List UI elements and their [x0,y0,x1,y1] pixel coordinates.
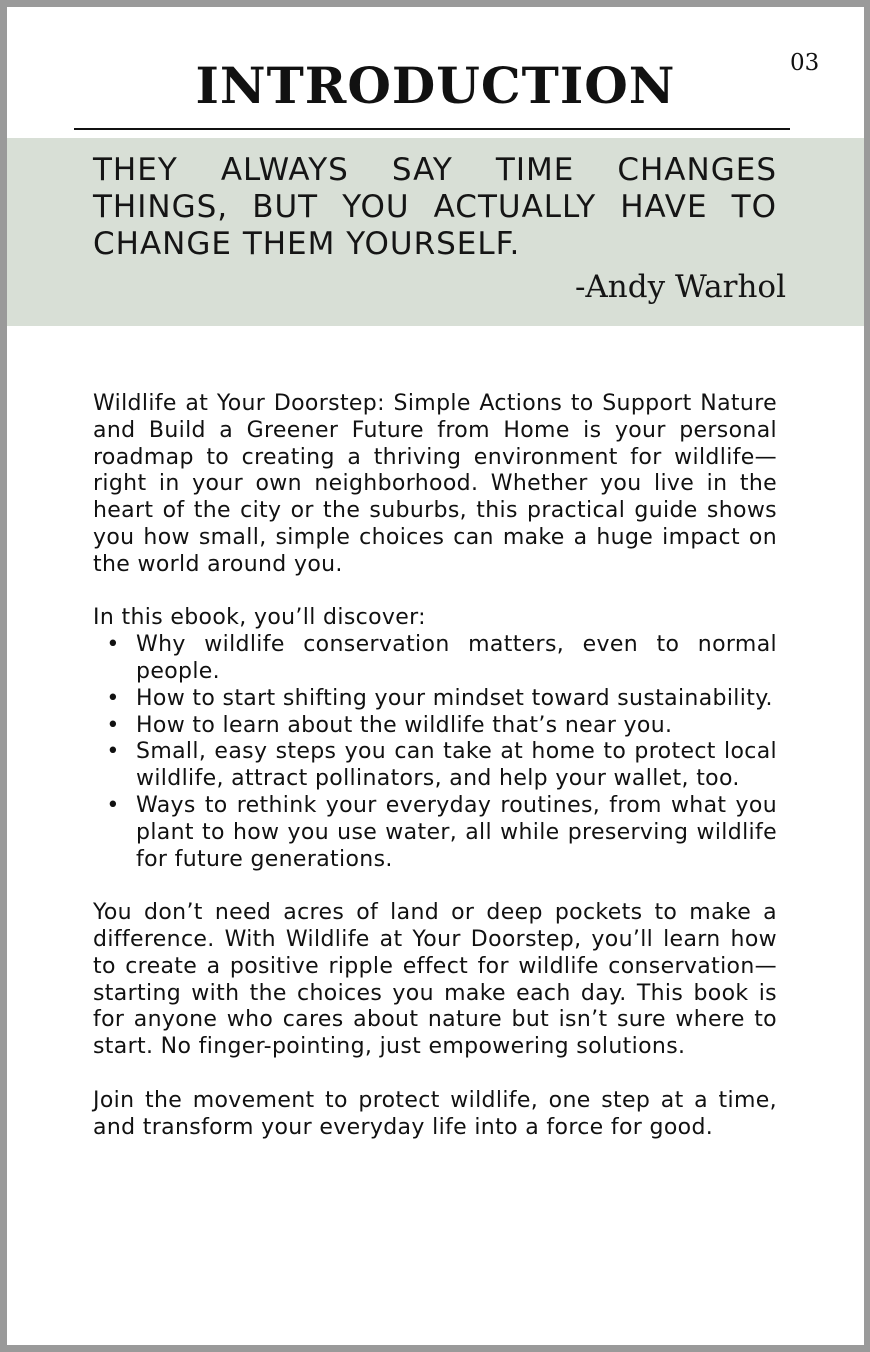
body-content [93,391,777,1141]
list-item-text: How to learn about the wildlife that’s near you. [136,712,673,738]
bullet-icon: • [106,792,120,818]
list-item-text: Why wildlife conservation matters, even to normal people. [136,632,777,684]
list-intro: In this ebook, you’ll discover: [93,605,426,631]
bullet-icon: • [106,739,120,765]
bullet-icon: • [106,712,120,738]
paragraph-spacer [93,873,777,900]
list-item [93,793,777,873]
list-item-text: Ways to rethink your everyday routines, from what you plant to how you use water, all while preserving wildlife for future generations. [136,792,777,872]
quote-text: THEY ALWAYS SAY TIME CHANGES THINGS, BUT YOU ACTUALLY HAVE TO CHANGE THEM YOURSELF. [93,152,777,262]
list-item [93,686,777,713]
paragraph-spacer [93,1061,777,1088]
discover-list [93,632,777,873]
list-item [93,739,777,793]
paragraph-spacer [93,579,777,606]
title-divider [74,128,790,130]
page-number: 03 [790,50,820,76]
list-item-text: Small, easy steps you can take at home to protect local wildlife, attract pollinators, and help your wallet, too. [136,739,777,792]
list-item-text: How to start shifting your mindset toward sustainability. [136,685,773,711]
quote-band [7,138,864,326]
quote-author: -Andy Warhol [574,269,786,305]
document-page [7,7,864,1345]
body-paragraph-2: You don’t need acres of land or deep pockets to make a difference. With Wildlife at Your Doorstep, you’ll learn how to create a positive ripple effect for wildlife conservation—starting with the choices you make each day. This book is for anyone who cares about nature but isn’t sure where to start. No finger-pointing, just empowering solutions. [93,900,777,1060]
page-title: INTRODUCTION [195,56,676,115]
bullet-icon: • [106,685,120,711]
bullet-icon: • [106,632,120,658]
intro-paragraph: Wildlife at Your Doorstep: Simple Actions to Support Nature and Build a Greener Future from Home is your personal roadmap to creating a thriving environment for wildlife—right in your own neighborhood. Whether you live in the heart of the city or the suburbs, this practical guide shows you how small, simple choices can make a huge impact on the world around you. [93,391,777,577]
list-item [93,713,777,740]
body-paragraph-3: Join the movement to protect wildlife, one step at a time, and transform your everyday life into a force for good. [93,1087,777,1140]
list-item [93,632,777,686]
